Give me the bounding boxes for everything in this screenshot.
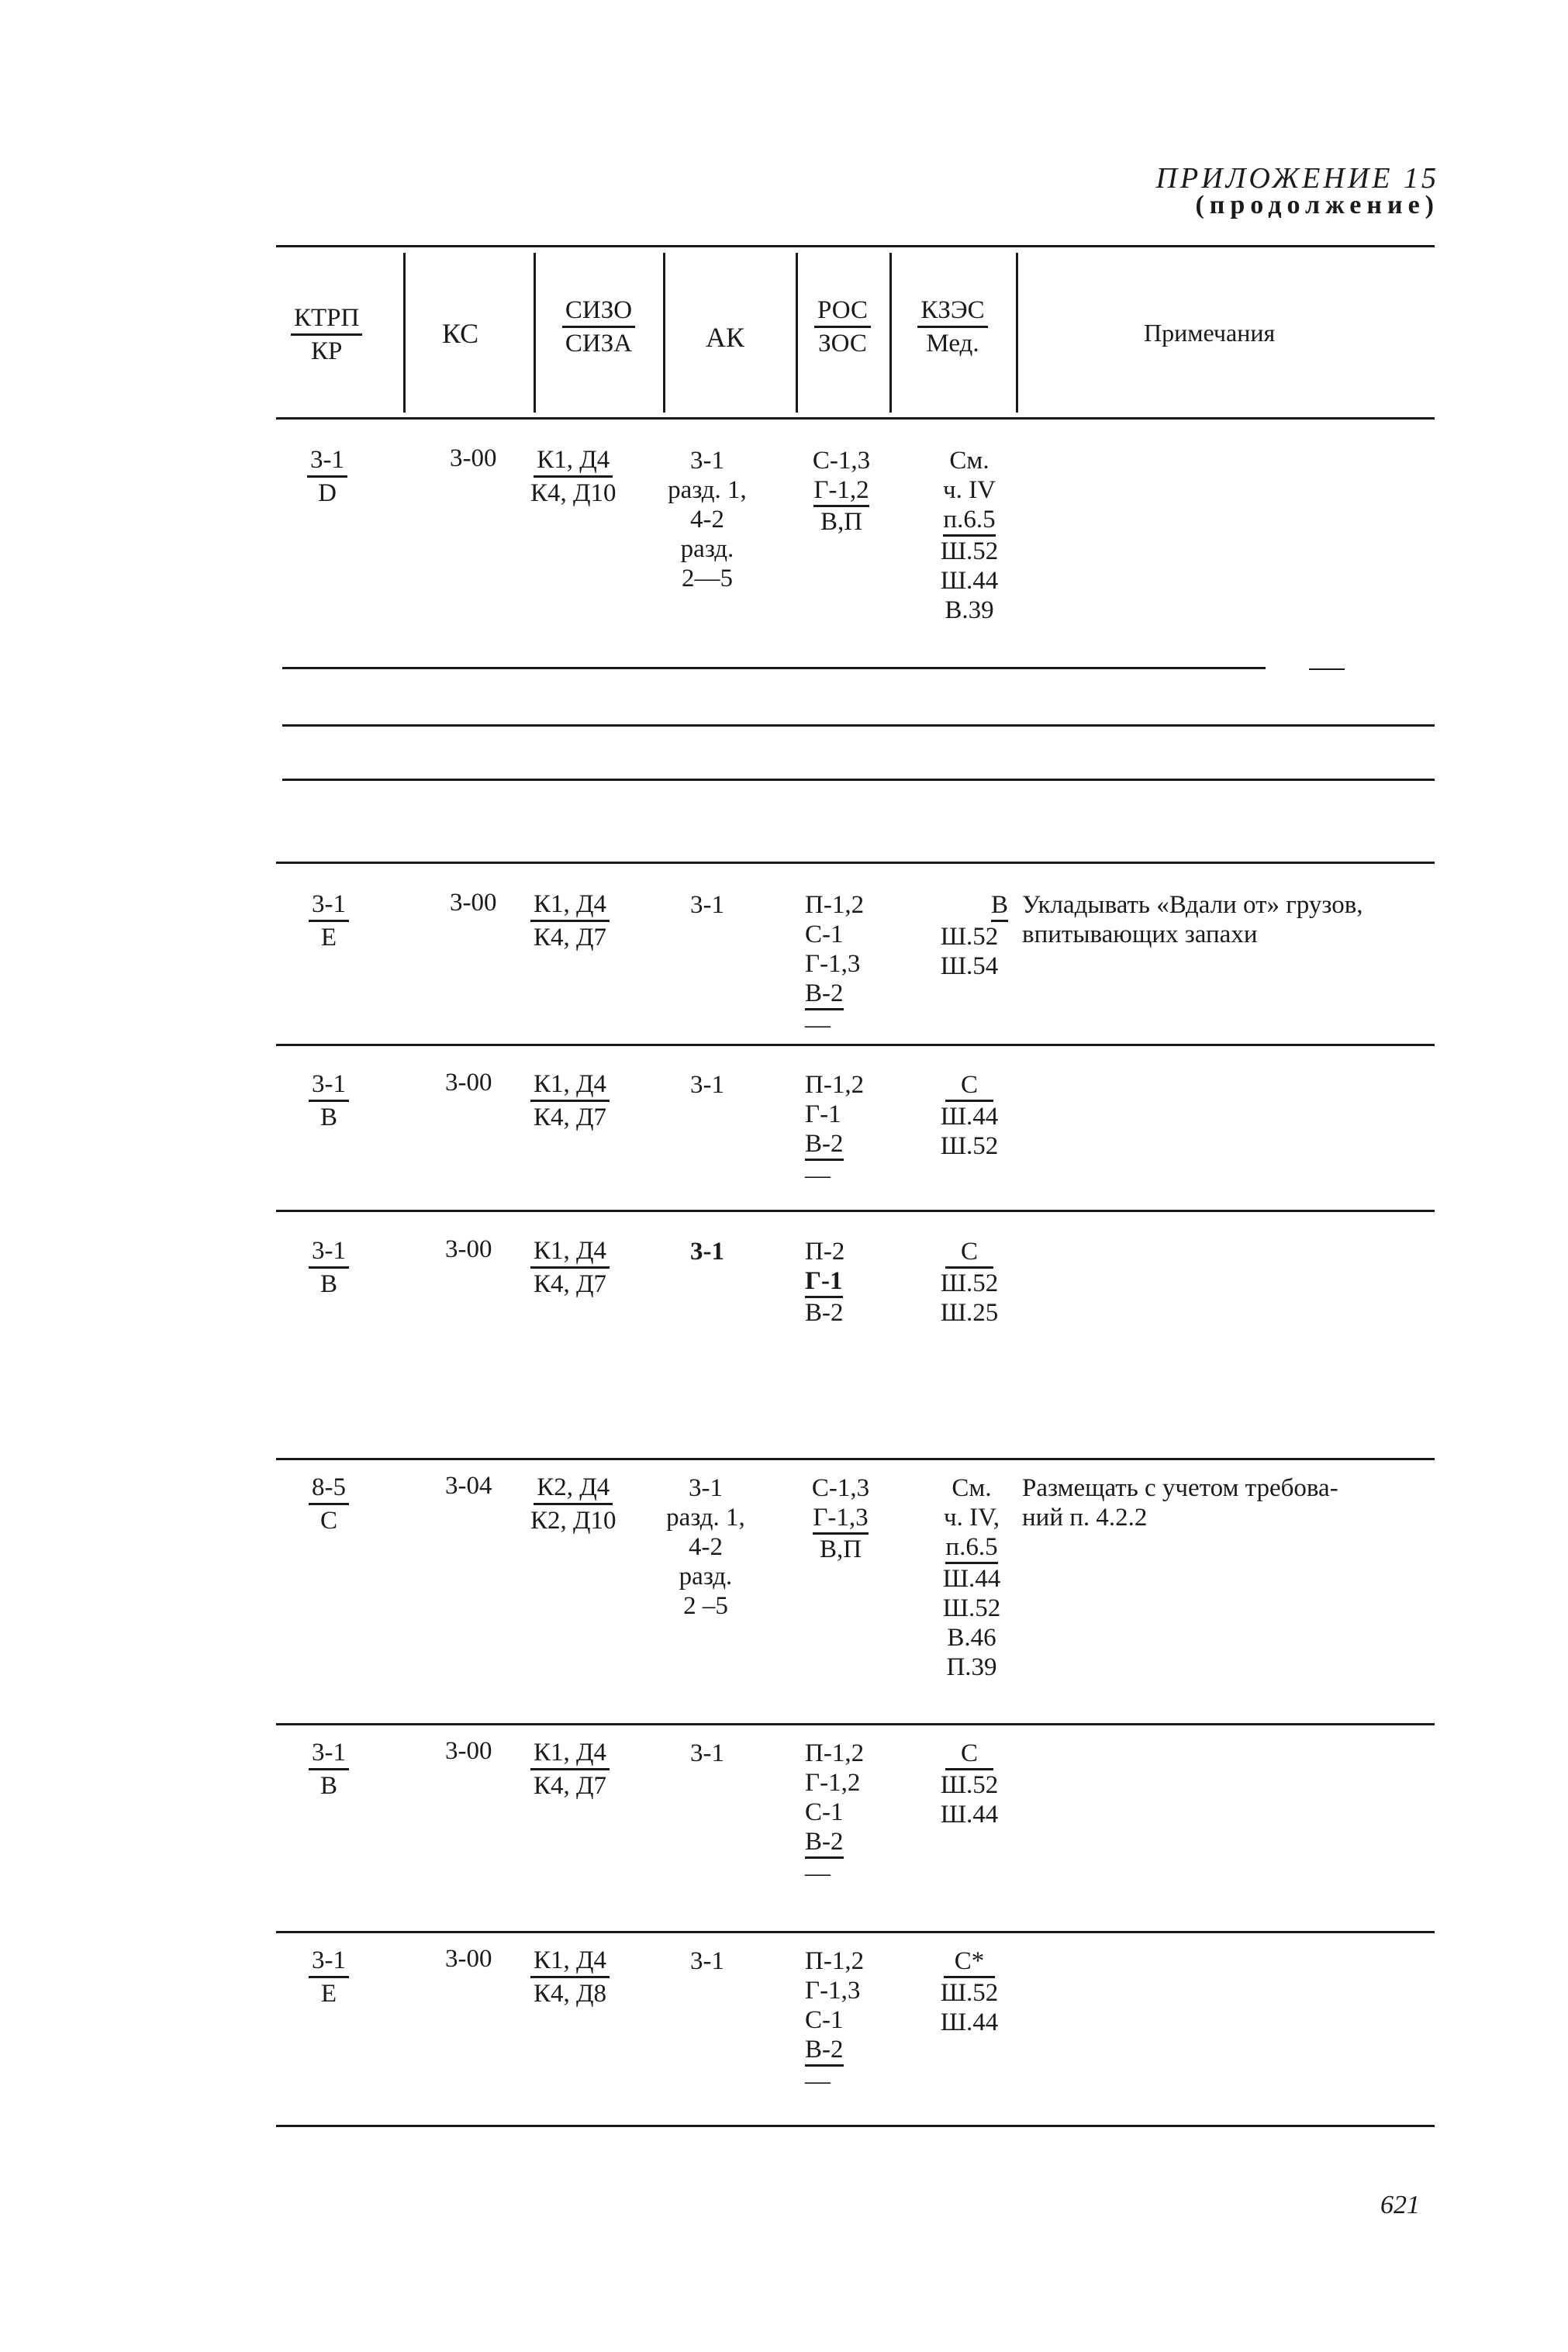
row3-sizo-siza [530,1070,610,1132]
header-siza: СИЗА [565,330,633,358]
row7-ak [661,1946,754,1976]
row-ros-line: С-1 [805,2006,844,2034]
row2-ktrp-kr [309,890,349,952]
row-kzes-line: Ш.44 [940,2008,999,2036]
row-sizo: К1, Д4 [530,1070,610,1102]
row4-ros [805,1237,844,1328]
row-sizo: К1, Д4 [530,890,610,922]
row-ros-line: С-1,3 [812,447,871,475]
row-kr: E [320,924,337,952]
row-ak-line: 4-2 [690,506,724,534]
row-separator [276,862,1435,864]
row-siza: К4, Д10 [530,479,616,508]
row1-sizo-siza [530,446,616,508]
row-siza: К2, Д10 [530,1507,616,1535]
row7-sizo-siza [530,1946,610,2008]
row2-ros [805,890,864,1040]
row-siza: К4, Д8 [534,1980,607,2008]
row-ak-line: 3-1 [690,1739,724,1767]
header-notes: Примечания [1144,319,1276,347]
row-ak-line: 3-1 [690,1947,724,1975]
row7-ros [805,1946,864,2096]
row-sizo: К2, Д4 [534,1473,613,1505]
row5-ros [802,1473,879,1564]
row-kzes-line: С [945,1237,993,1269]
row-kzes-line: Ш.54 [940,952,999,980]
header-ros-zos [799,296,886,358]
table-bottom-rule [276,2125,1435,2127]
row-separator [282,724,1435,727]
row-note-line: ний п. 4.2.2 [1022,1504,1148,1532]
row-kzes-line: п.6.5 [943,505,995,537]
row-ros-line: Г-1,3 [805,950,861,978]
row-ros-line: В,П [819,1535,862,1563]
row3-ks: 3-00 [445,1069,492,1097]
row2-sizo-siza [530,890,610,952]
row-kr: B [319,1103,337,1132]
row6-ks: 3-00 [445,1737,492,1765]
row-kzes-line: Ш.52 [940,923,999,951]
header-zos: ЗОС [818,330,867,358]
row-ktrp: 3-1 [309,890,349,922]
row1-kzes [931,446,1008,625]
row5-ks: 3-04 [445,1472,492,1500]
row-kzes-line: В [991,890,1008,922]
row-kzes-line: Ш.25 [940,1299,999,1327]
row2-ks: 3-00 [450,889,497,917]
row-ros-line: — [805,2067,831,2095]
header-kr: КР [310,337,343,366]
row-sizo: К1, Д4 [530,1237,610,1269]
row-kr: D [318,479,337,508]
row-ak-line: разд. 1, [668,476,747,504]
column-divider [663,253,665,413]
row-separator [276,1210,1435,1212]
row-ros-line: П-2 [805,1238,845,1266]
header-kzes-med [893,296,1013,358]
appendix-subtitle: (продолжение) [1195,191,1439,219]
row-ak-line: 4-2 [689,1533,723,1561]
row-ktrp: 3-1 [309,1946,349,1978]
row-ros-line: Г-1,3 [805,1977,861,2005]
row-kzes-line: Ш.44 [940,1801,999,1829]
row-ros-line: П-1,2 [805,891,865,919]
row3-ktrp-kr [309,1070,349,1132]
row-kzes-line: С [945,1070,993,1102]
row-kr: E [320,1980,337,2008]
row-note-line: впитывающих запахи [1022,920,1258,948]
row-ros-line: Г-1 [805,1100,841,1128]
header-sizo-siza [537,296,661,358]
row6-ak [661,1739,754,1768]
row-ros-line: Г-1 [805,1266,843,1298]
row-siza: К4, Д7 [534,1103,607,1132]
row-kzes-line: Ш.52 [940,1269,999,1297]
column-divider [889,253,892,413]
row-kr: B [319,1772,337,1801]
row-ros-line: В,П [820,508,863,536]
row-ros-line: П-1,2 [805,1071,865,1099]
row-siza: К4, Д7 [534,1270,607,1299]
row-siza: К4, Д7 [534,1772,607,1801]
row6-ktrp-kr [309,1739,349,1801]
row-kzes-line: Ш.44 [940,1103,999,1131]
table-header-rule [276,417,1435,420]
row-kzes-line: Ш.52 [940,537,999,565]
row7-ks: 3-00 [445,1945,492,1973]
row-ktrp: 3-1 [309,1237,349,1269]
row-ak-line: разд. 1, [666,1504,745,1532]
row-kzes-line: См. [952,1474,992,1502]
row-ros-line: С-1,3 [811,1474,870,1502]
row6-ros [805,1739,864,1888]
row-kzes-line: Ш.44 [942,1565,1001,1593]
row-kzes-line: Ш.52 [940,1771,999,1799]
row-separator [276,1044,1435,1046]
row-ros-line: С-1 [805,1798,844,1826]
row4-sizo-siza [530,1237,610,1299]
row5-note [1022,1473,1338,1532]
row-ros-line: П-1,2 [805,1947,865,1975]
row-ros-line: В-2 [805,1827,844,1859]
row-ros-line: Г-1,3 [813,1503,868,1535]
row-ak-line: разд. [680,535,734,563]
header-kzes: КЗЭС [917,296,987,328]
row-kzes-line: Ш.44 [940,567,999,595]
header-ks: КС [442,318,479,349]
header-ak: АК [706,322,745,353]
row-sizo: К1, Д4 [534,446,613,478]
row-kr: C [319,1507,337,1535]
row-kzes-line: С* [944,1946,996,1978]
row-ak-line: 3-1 [690,891,724,919]
row1-ktrp-kr [307,446,347,508]
row-kzes-line: ч. IV, [944,1504,1000,1532]
row4-kzes [931,1237,1008,1328]
row-sizo: К1, Д4 [530,1739,610,1770]
row-ros-line: В-2 [805,1299,844,1327]
row7-kzes [931,1946,1008,2037]
row-separator [282,667,1266,669]
row-ktrp: 3-1 [307,446,347,478]
row-ak-line: 3-1 [689,1474,723,1502]
row5-ak [658,1473,754,1621]
row-kzes-line: П.39 [946,1653,997,1681]
row-kzes-line: В.46 [947,1624,996,1652]
row-note-line: Укладывать «Вдали от» грузов, [1022,891,1363,919]
header-sizo: СИЗО [562,296,635,328]
row-ros-line: В-2 [805,1129,844,1161]
column-divider [534,253,536,413]
header-ros: РОС [814,296,871,328]
row6-sizo-siza [530,1739,610,1801]
column-divider [796,253,798,413]
row-kzes-line: См. [949,447,989,475]
row3-ros [805,1070,864,1190]
row5-ktrp-kr [309,1473,349,1535]
row-ros-line: Г-1,2 [813,475,869,507]
row-kzes-line: Ш.52 [942,1594,1001,1622]
row1-ros [806,446,876,537]
header-ktrp: КТРП [291,304,362,336]
row-note-line: Размещать с учетом требова- [1022,1474,1338,1502]
row-separator [1309,668,1345,670]
row7-ktrp-kr [309,1946,349,2008]
row-ros-line: — [805,1860,831,1887]
column-divider [403,253,406,413]
row-separator [276,1931,1435,1933]
row2-kzes [931,890,1008,981]
row-ak-line: 2—5 [682,565,733,592]
row-ros-line: П-1,2 [805,1739,865,1767]
row-ros-line: В-2 [805,2035,844,2067]
row3-kzes [931,1070,1008,1161]
row5-kzes [929,1473,1014,1682]
row-kzes-line: Ш.52 [940,1979,999,2007]
row-ak-line: разд. [679,1563,733,1590]
row-kzes-line: В.39 [945,596,994,624]
row-kzes-line: С [945,1739,993,1770]
row-kzes-line: Ш.52 [940,1132,999,1160]
row2-ak [661,890,754,920]
row-separator [276,1723,1435,1725]
row3-ak [661,1070,754,1100]
header-med: Мед. [926,330,979,358]
row-ak-line: 3-1 [690,1071,724,1099]
row-kr: B [319,1270,337,1299]
row-separator [282,779,1435,781]
row-ros-line: — [805,1011,831,1039]
row-kzes-line: ч. IV [943,476,996,504]
row-siza: К4, Д7 [534,924,607,952]
row-ktrp: 8-5 [309,1473,349,1505]
row-ros-line: С-1 [805,920,844,948]
table-top-rule [276,245,1435,247]
row1-ks: 3-00 [450,444,497,472]
row2-note [1022,890,1363,949]
row4-ktrp-kr [309,1237,349,1299]
row-ros-line: — [805,1162,831,1190]
row-ros-line: В-2 [805,979,844,1010]
page-number: 621 [1380,2191,1420,2219]
row5-sizo-siza [530,1473,616,1535]
row-ak-line: 3-1 [690,1238,724,1266]
row6-kzes [931,1739,1008,1829]
row-kzes-line: п.6.5 [945,1532,997,1564]
row-ak-line: 3-1 [690,447,724,475]
header-ktrp-kr [291,304,362,366]
row-separator [276,1458,1435,1460]
row1-ak [661,446,754,593]
row4-ks: 3-00 [445,1235,492,1263]
row4-ak [661,1237,754,1266]
row-ak-line: 2 –5 [683,1592,728,1620]
appendix-title: ПРИЛОЖЕНИЕ 15 [1155,162,1439,195]
row-ktrp: 3-1 [309,1070,349,1102]
column-divider [1016,253,1018,413]
row-ktrp: 3-1 [309,1739,349,1770]
row-sizo: К1, Д4 [530,1946,610,1978]
row-ros-line: Г-1,2 [805,1769,861,1797]
